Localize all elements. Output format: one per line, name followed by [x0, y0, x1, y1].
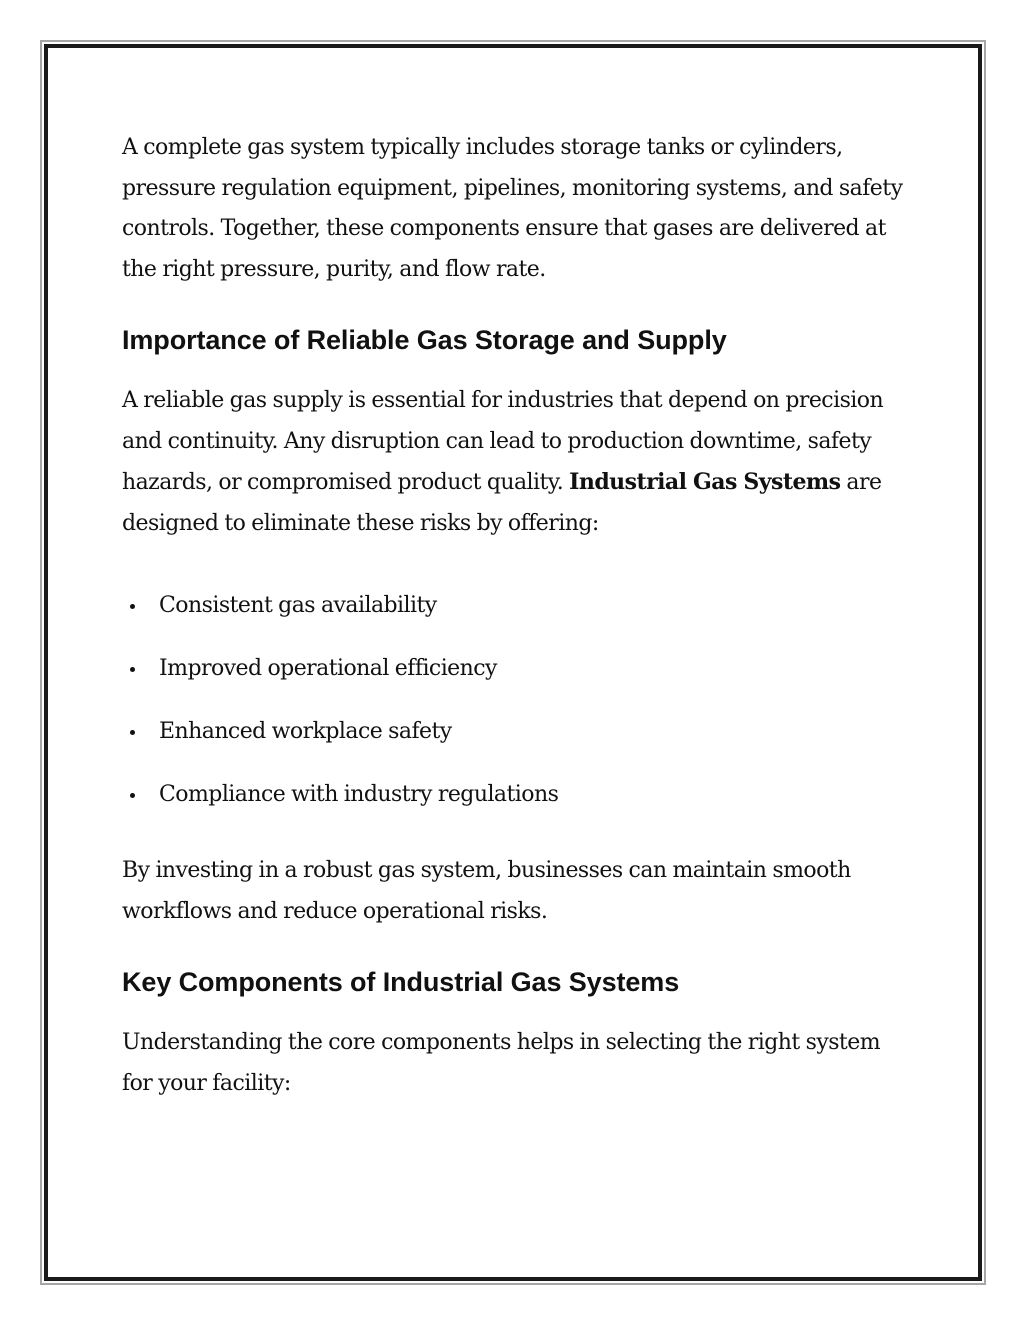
section-heading-importance: Importance of Reliable Gas Storage and Supply: [122, 325, 727, 355]
section-heading-key-components: Key Components of Industrial Gas Systems: [122, 967, 680, 997]
bullet-icon: [130, 793, 135, 798]
importance-paragraph: [122, 381, 912, 544]
importance-paragraph-end: are designed to eliminate these risks by offering:: [122, 470, 882, 536]
list-item-text: Enhanced workplace safety: [159, 719, 452, 744]
document-body: [122, 128, 912, 1104]
bullet-icon: [130, 604, 135, 609]
bullet-icon: [130, 730, 135, 735]
industrial-gas-systems-emphasis: Industrial Gas Systems: [569, 469, 841, 495]
list-item-text: Compliance with industry regulations: [159, 782, 559, 807]
list-item: [122, 654, 912, 717]
closing-paragraph: By investing in a robust gas system, businesses can maintain smooth workflows and reduce operational risks.: [122, 858, 851, 924]
key-components-paragraph: Understanding the core components helps in selecting the right system for your facility:: [122, 1030, 881, 1096]
intro-paragraph: A complete gas system typically includes storage tanks or cylinders, pressure regulation equipment, pipelines, monitoring systems, and safety controls. Together, these components ensure that gases are delivered at the right pressure, purity, and flow rate.: [122, 135, 903, 282]
list-item: [122, 780, 912, 843]
benefits-list: [122, 591, 912, 843]
bullet-icon: [130, 667, 135, 672]
list-item-text: Improved operational efficiency: [159, 656, 497, 681]
list-item: [122, 591, 912, 654]
importance-paragraph-start: A reliable gas supply is essential for industries that depend on precision and continuity. Any disruption can lead to production downtime, safety hazards, or compromised product quality.: [122, 388, 884, 495]
page-frame: [40, 40, 986, 1285]
list-item: [122, 717, 912, 780]
list-item-text: Consistent gas availability: [159, 593, 437, 618]
